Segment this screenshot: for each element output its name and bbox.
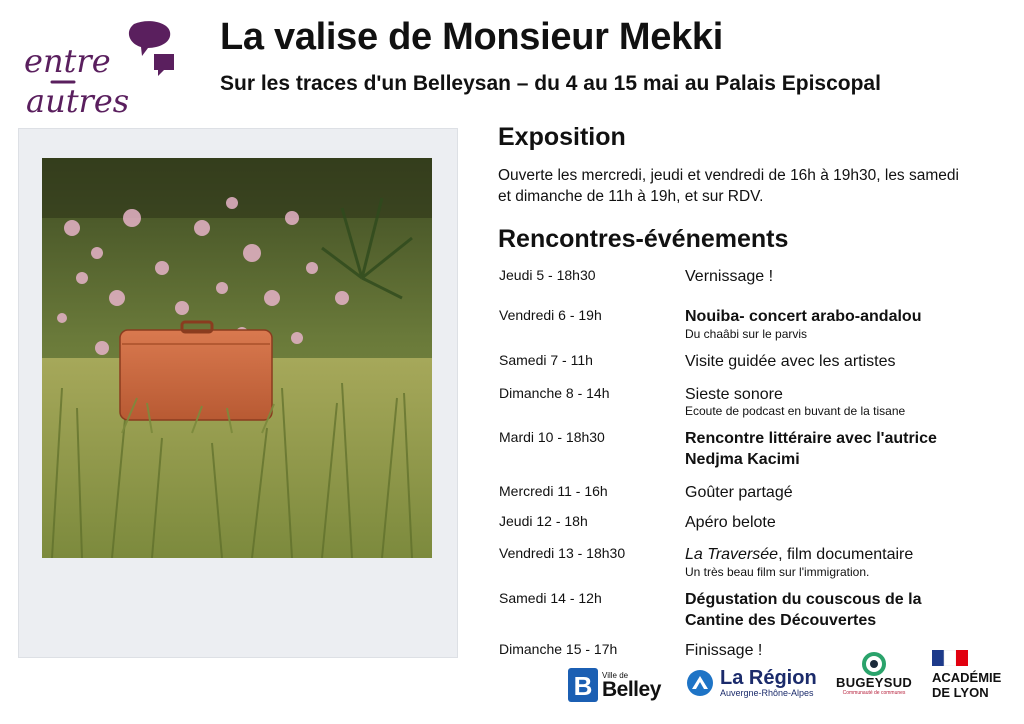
event-title: Visite guidée avec les artistes [685,353,896,370]
exposition-heading: Exposition [498,123,626,151]
event-date: Samedi 7 - 11h [499,352,593,368]
event-date: Dimanche 15 - 17h [499,641,618,657]
event-title-italic: La Traversée [685,546,779,563]
bugey-name: BUGEYSUD [836,675,913,690]
event-title: Nouiba- concert arabo-andalou [685,308,922,325]
region-logo-icon [686,669,714,697]
event-title: Goûter partagé [685,484,793,501]
event-date: Samedi 14 - 12h [499,590,602,606]
region-name: La Région [720,667,817,689]
event-subtitle: Du chaâbi sur le parvis [685,327,808,341]
bugey-swirl-icon [861,652,887,676]
polaroid-frame [18,128,458,658]
region-logo [686,668,817,698]
belley-name: Belley [602,678,661,701]
svg-text:B: B [573,671,593,701]
event-title: , film documentaire [778,546,914,563]
suitcase-photo [42,158,432,558]
event-date: Mardi 10 - 18h30 [499,429,605,445]
entre-autres-logo [22,18,192,128]
event-date: Vendredi 6 - 19h [499,307,602,323]
event-date: Jeudi 5 - 18h30 [499,267,596,283]
event-title: Sieste sonore [685,386,783,403]
page-subtitle: Sur les traces d'un Belleysan – du 4 au 15 mai au Palais Episcopal [220,72,881,95]
event-date: Mercredi 11 - 16h [499,483,608,499]
marianne-flag-icon [932,650,968,666]
events-heading: Rencontres-événements [498,225,789,253]
event-title: Finissage ! [685,642,763,659]
event-date: Jeudi 12 - 18h [499,513,588,529]
event-date: Dimanche 8 - 14h [499,385,610,401]
event-date: Vendredi 13 - 18h30 [499,545,626,561]
event-title: Rencontre littéraire avec l'autrice Nedjma Kacimi [685,430,937,468]
bugey-sub: Communauté de communes [842,690,906,696]
event-title: Dégustation du couscous de la Cantine des Découvertes [685,591,922,629]
event-subtitle: Un très beau film sur l'immigration. [685,565,870,579]
event-subtitle: Ecoute de podcast en buvant de la tisane [685,404,906,418]
event-title: Vernissage ! [685,268,774,285]
partner-logos [560,648,1020,708]
page-title: La valise de Monsieur Mekki [220,16,723,58]
logo-text-autres: autres [26,82,130,120]
belley-b-icon [568,668,598,702]
event-title: Apéro belote [685,514,776,531]
belley-logo [568,668,661,702]
logo-text-entre: entre [24,42,111,80]
bugey-logo [836,652,912,696]
belley-prefix: Ville de [602,671,629,680]
academie-logo [932,650,1001,700]
academie-line2: DE LYON [932,685,989,700]
academie-line1: ACADÉMIE [932,670,1002,685]
exposition-hours: Ouverte les mercredi, jeudi et vendredi de 16h à 19h30, les samedi et dimanche de 11h à 19h, et sur RDV. [498,167,959,205]
event-title-wrap [685,544,995,565]
region-sub: Auvergne-Rhône-Alpes [720,688,814,698]
